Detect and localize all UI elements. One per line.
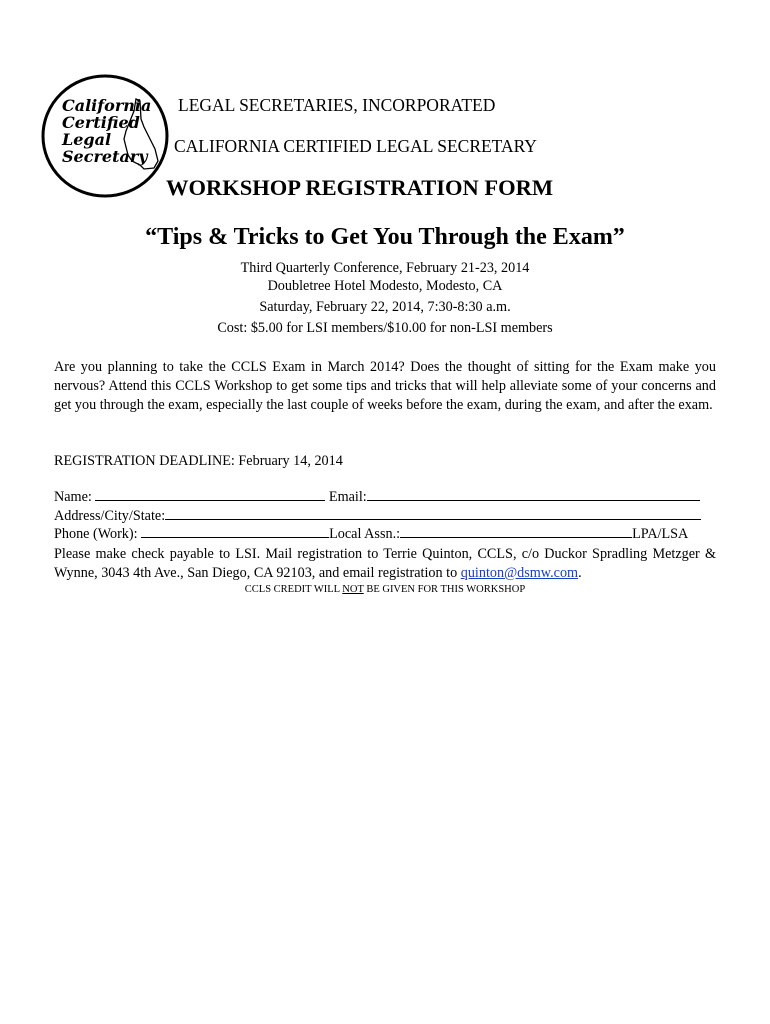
local-assn-label: Local Assn.: [329,526,401,542]
conference-info: Third Quarterly Conference, February 21-23, 2014 [240,260,530,276]
organization-name: LEGAL SECRETARIES, INCORPORATED [178,95,496,115]
logo-line: Certified [62,113,140,132]
intro-paragraph: Are you planning to take the CCLS Exam in March 2014? Does the thought of sitting for the Exam make you nervous? Attend this CCLS Workshop to get some tips and tricks that will help alleviate some of your concerns and get you through the exam, especially the last couple of weeks before the exam, during the exam, and after the exam. [54,359,716,413]
address-row [54,506,716,525]
logo-line: Secretary [62,147,148,166]
credit-notice-emphasis: NOT [342,584,364,595]
registration-deadline: REGISTRATION DEADLINE: February 14, 2014 [54,453,343,469]
name-field[interactable] [95,487,325,501]
email-field[interactable] [367,487,700,501]
registration-email-link[interactable]: quinton@dsmw.com [460,565,579,581]
lpa-lsa-label: LPA/LSA [632,526,689,542]
phone-assn-row [54,524,716,543]
email-label: Email: [325,489,367,505]
logo-wordmark [62,97,151,165]
name-label: Name: [54,489,96,505]
address-field[interactable] [165,506,701,520]
phone-field[interactable] [141,524,329,538]
credit-notice-after: BE GIVEN FOR THIS WORKSHOP [363,584,526,595]
payment-instructions [54,545,716,583]
date-time-info: Saturday, February 22, 2014, 7:30-8:30 a.m. [259,299,511,315]
local-assn-field[interactable] [400,524,632,538]
credit-notice-before: CCLS CREDIT WILL [244,584,343,595]
instructions-text: Please make check payable to LSI. Mail registration to Terrie Quinton, CCLS, c/o Duckor Spradling Metzger & Wynne, 3043 4th Ave., San Diego, CA 92103, and email registration to [54,546,716,581]
program-name: CALIFORNIA CERTIFIED LEGAL SECRETARY [174,136,537,156]
cost-info: Cost: $5.00 for LSI members/$10.00 for non-LSI members [217,320,553,336]
ccls-logo [40,73,170,199]
name-email-row [54,487,716,506]
workshop-title: “Tips & Tricks to Get You Through the Exam” [145,224,625,250]
form-title: WORKSHOP REGISTRATION FORM [166,175,554,200]
instructions-end: . [578,565,582,581]
logo-line: Legal [62,130,112,149]
address-label: Address/City/State: [54,508,166,524]
logo-line: California [62,96,152,115]
venue-info: Doubletree Hotel Modesto, Modesto, CA [267,278,503,294]
phone-label: Phone (Work): [54,526,142,542]
credit-notice [0,584,770,595]
